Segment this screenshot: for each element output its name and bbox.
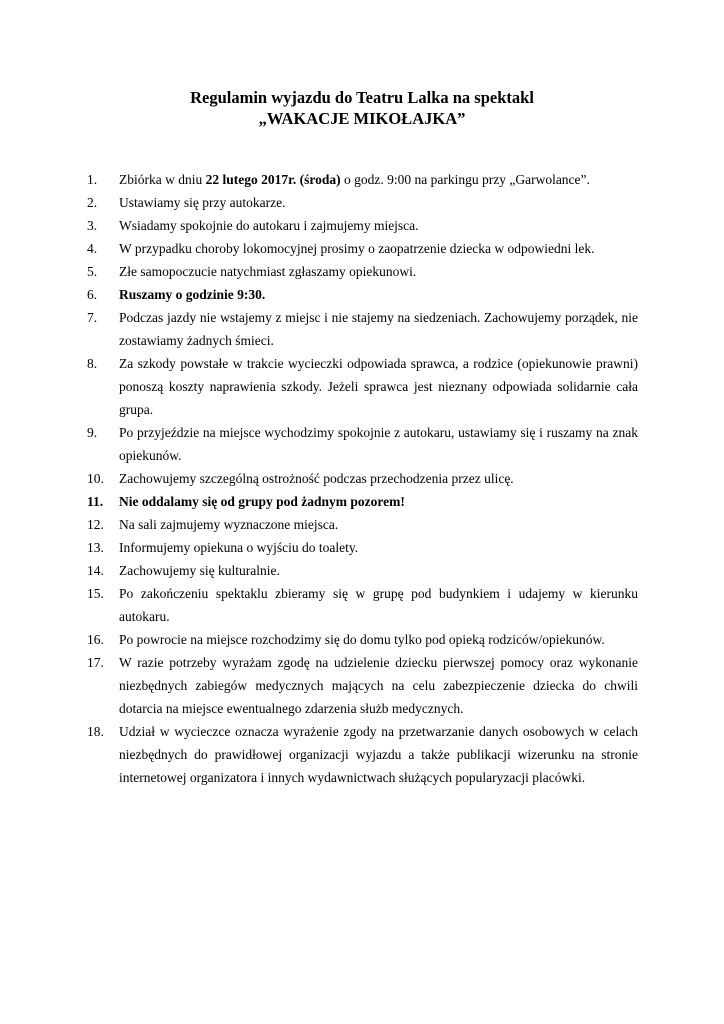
rule-item: [87, 352, 638, 421]
rule-number: 17.: [87, 655, 104, 670]
title-line-1: Regulamin wyjazdu do Teatru Lalka na spektakl: [190, 88, 534, 107]
rule-text: Informujemy opiekuna o wyjściu do toalety.: [119, 540, 359, 555]
rule-text: W razie potrzeby wyrażam zgodę na udzielenie dziecku pierwszej pomocy oraz wykonanie niezbędnych zabiegów medycznych mających na celu zabezpieczenie dziecka do chwili dotarcia na miejsce ewentualnego zdarzenia służb medycznych.: [119, 655, 638, 716]
rule-number: 15.: [87, 586, 104, 601]
rule-text: Udział w wycieczce oznacza wyrażenie zgody na przetwarzanie danych osobowych w celach niezbędnych do prawidłowej organizacji wyjazdu a także publikacji wizerunku na stronie internetowej organizatora i innych wydawnictwach służących popularyzacji placówki.: [119, 724, 638, 785]
rule-item: [87, 513, 638, 536]
rule-item: [87, 536, 638, 559]
rule-text: Ruszamy o godzinie 9:30.: [119, 287, 266, 302]
rule-item: [87, 467, 638, 490]
rule-number: 2.: [87, 195, 98, 210]
rule-item: [87, 559, 638, 582]
title-line-2: „WAKACJE MIKOŁAJKA”: [258, 109, 466, 128]
rule-text: Po zakończeniu spektaklu zbieramy się w grupę pod budynkiem i udajemy w kierunku autokaru.: [119, 586, 638, 624]
rule-item: [87, 168, 638, 191]
rule-item: [87, 191, 638, 214]
rule-text: Złe samopoczucie natychmiast zgłaszamy opiekunowi.: [119, 264, 417, 279]
rule-item: [87, 283, 638, 306]
rule-text: Ustawiamy się przy autokarze.: [119, 195, 286, 210]
rule-item: [87, 237, 638, 260]
rule-item: [87, 306, 638, 352]
rule-number: 18.: [87, 724, 104, 739]
rule-item: [87, 651, 638, 720]
rule-item: [87, 490, 638, 513]
rule-item: [87, 582, 638, 628]
document-title: [0, 87, 724, 129]
rule-text: Zachowujemy szczególną ostrożność podczas przechodzenia przez ulicę.: [119, 471, 514, 486]
rule-number: 3.: [87, 218, 98, 233]
rule-text: Nie oddalamy się od grupy pod żadnym pozorem!: [119, 494, 405, 509]
rule-number: 12.: [87, 517, 104, 532]
rule-number: 1.: [87, 172, 98, 187]
rule-text: Zachowujemy się kulturalnie.: [119, 563, 280, 578]
rule-text: W przypadku choroby lokomocyjnej prosimy o zaopatrzenie dziecka w odpowiedni lek.: [119, 241, 595, 256]
rule-text: Na sali zajmujemy wyznaczone miejsca.: [119, 517, 339, 532]
rule-number: 16.: [87, 632, 104, 647]
rules-list: [87, 168, 638, 789]
rule-number: 9.: [87, 425, 98, 440]
rule-number: 8.: [87, 356, 98, 371]
rule-number: 7.: [87, 310, 98, 325]
rule-number: 10.: [87, 471, 104, 486]
rule-text: Podczas jazdy nie wstajemy z miejsc i nie stajemy na siedzeniach. Zachowujemy porządek, nie zostawiamy żadnych śmieci.: [119, 310, 638, 348]
rule-item: [87, 421, 638, 467]
rule-item: [87, 214, 638, 237]
rule-number: 11.: [87, 494, 104, 509]
rule-number: 4.: [87, 241, 98, 256]
rule-number: 5.: [87, 264, 98, 279]
rule-item: [87, 260, 638, 283]
rule-text: Zbiórka w dniu 22 lutego 2017r. (środa) o godz. 9:00 na parkingu przy „Garwolance”.: [119, 172, 590, 187]
rule-text: Wsiadamy spokojnie do autokaru i zajmujemy miejsca.: [119, 218, 419, 233]
rule-date: 22 lutego 2017r. (środa): [205, 172, 341, 187]
rule-text: Po powrocie na miejsce rozchodzimy się do domu tylko pod opieką rodziców/opiekunów.: [119, 632, 605, 647]
rule-item: [87, 628, 638, 651]
rule-text: Po przyjeździe na miejsce wychodzimy spokojnie z autokaru, ustawiamy się i ruszamy na znak opiekunów.: [119, 425, 638, 463]
rule-item: [87, 720, 638, 789]
rule-text: Za szkody powstałe w trakcie wycieczki odpowiada sprawca, a rodzice (opiekunowie prawni) ponoszą koszty naprawienia szkody. Jeżeli sprawca jest nieznany odpowiada solidarnie cała grupa.: [119, 356, 638, 417]
rule-number: 13.: [87, 540, 104, 555]
rule-number: 6.: [87, 287, 98, 302]
rule-number: 14.: [87, 563, 104, 578]
